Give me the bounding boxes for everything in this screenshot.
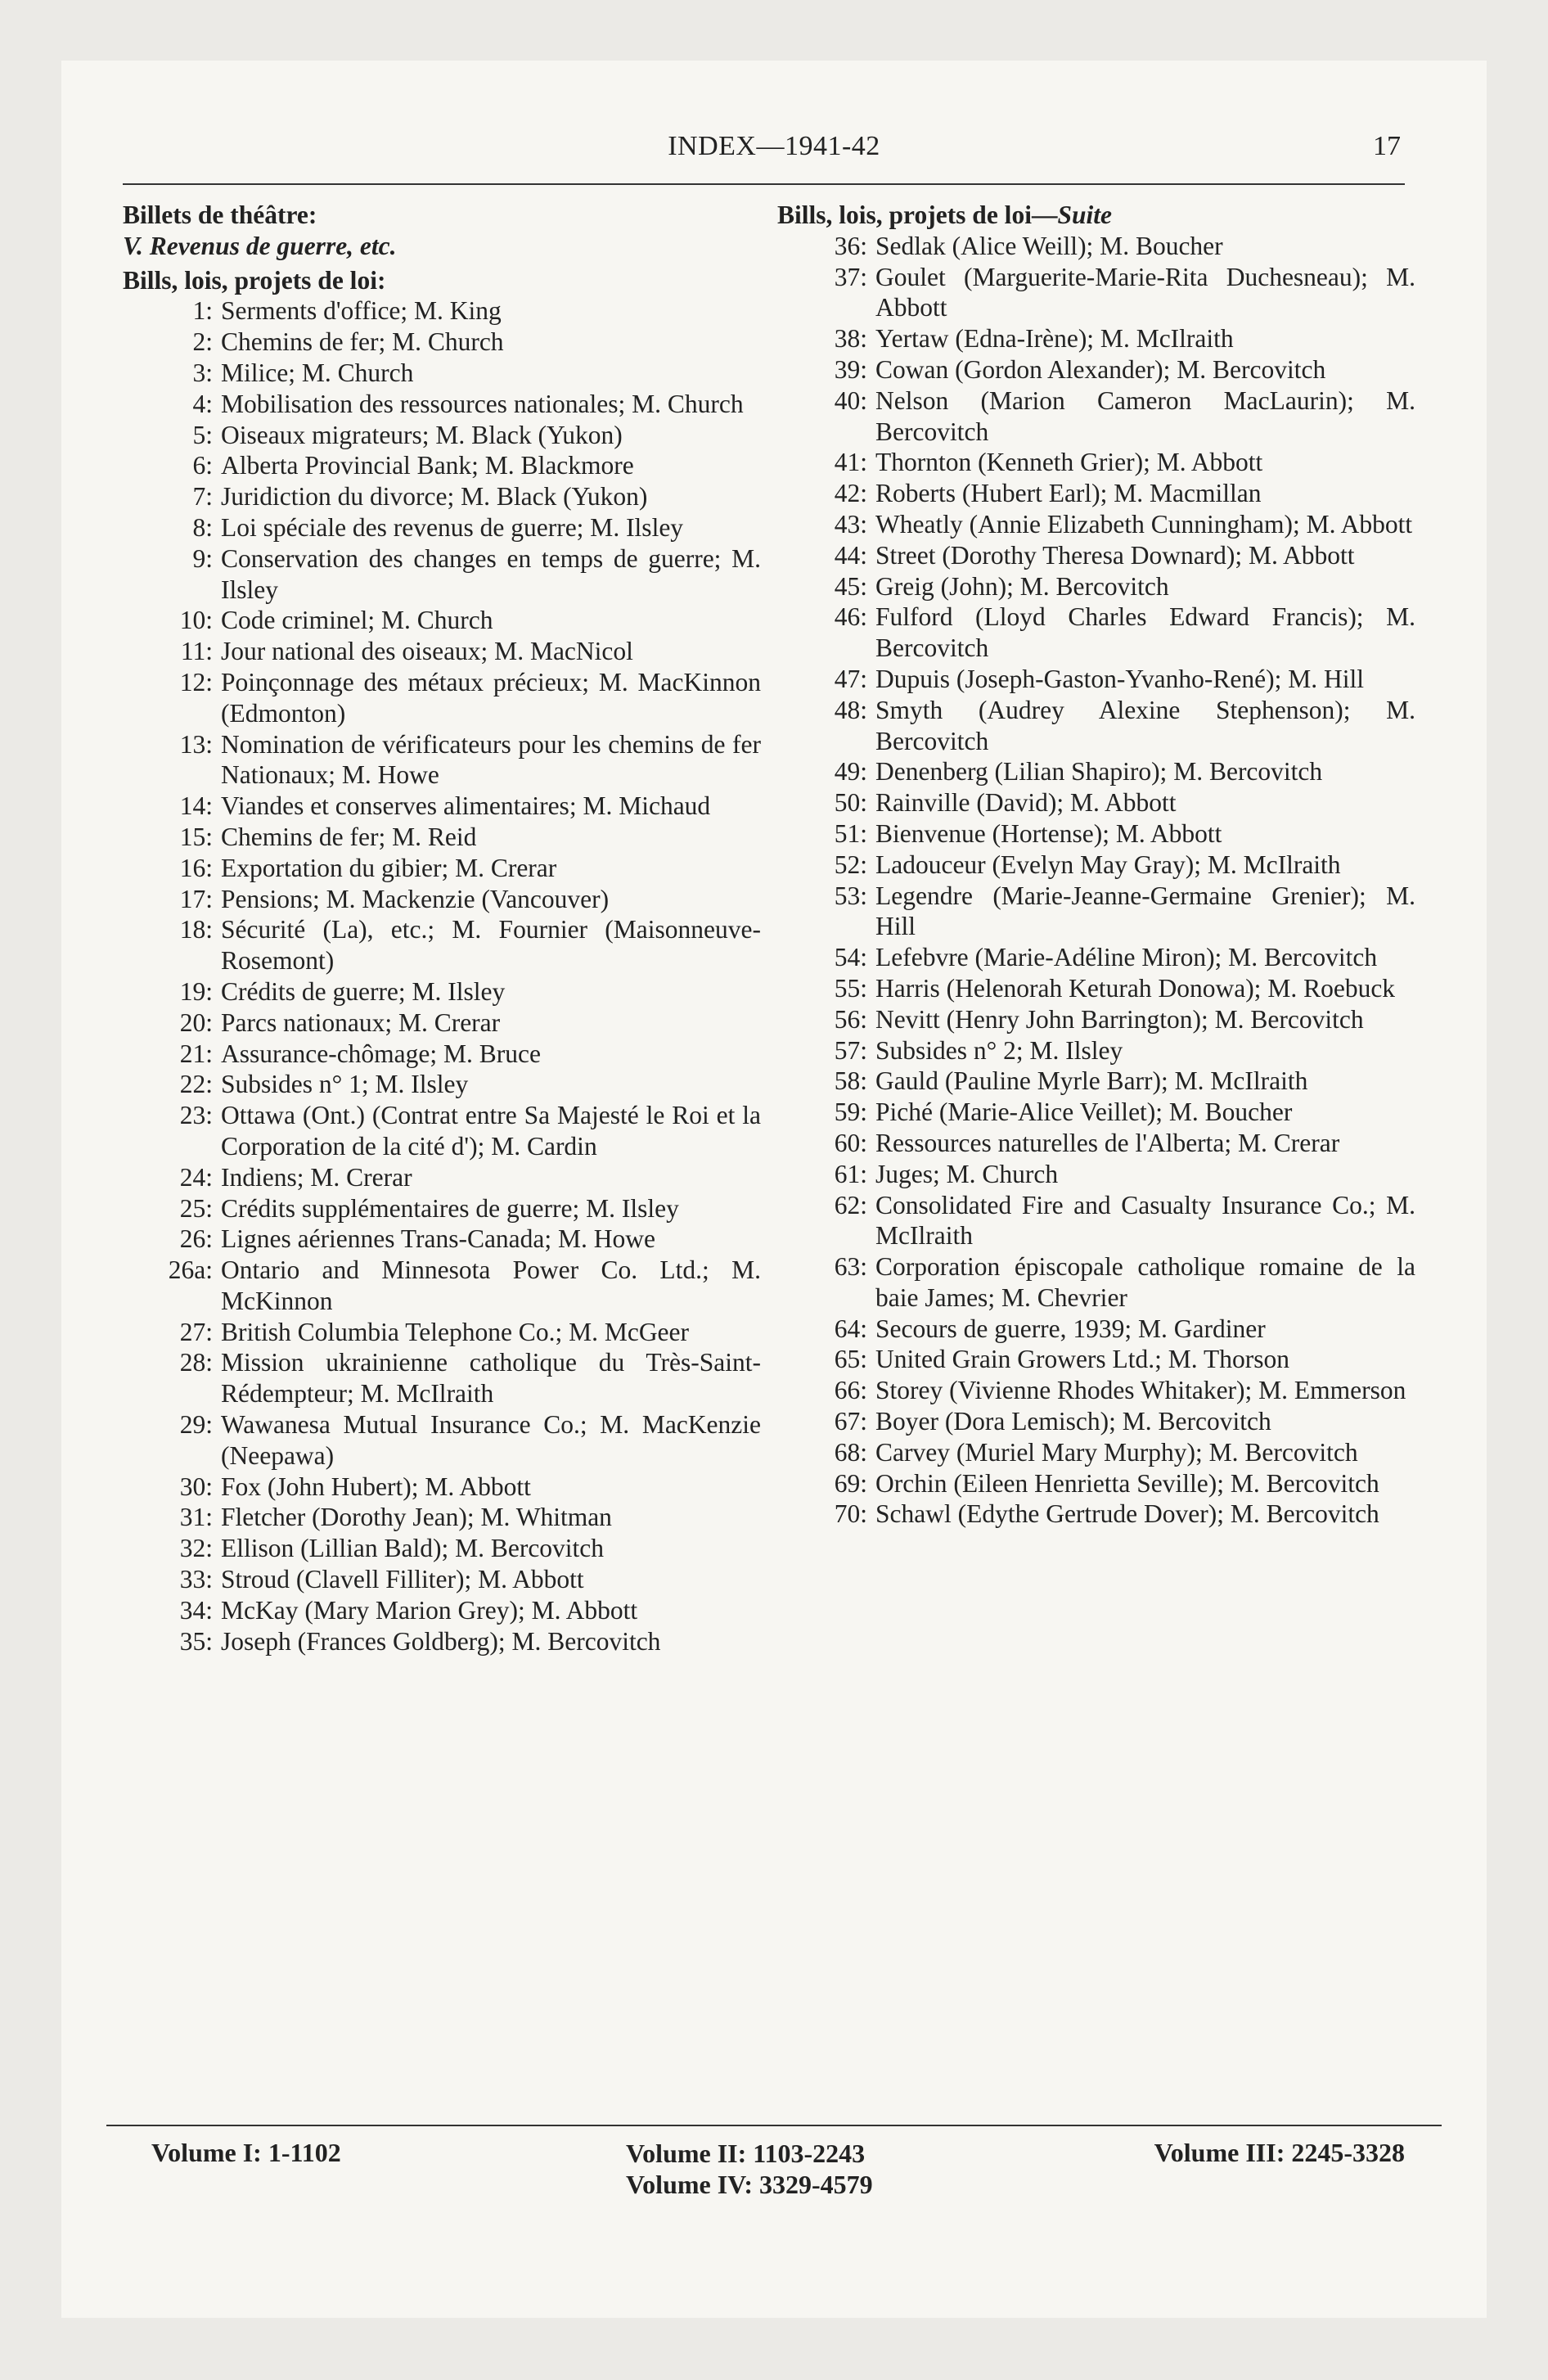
index-entry <box>777 664 1415 695</box>
entry-text: Alberta Provincial Bank; M. Blackmore <box>221 451 634 480</box>
index-entry <box>777 447 1415 478</box>
entry-text: Lignes aériennes Trans-Canada; M. Howe <box>221 1224 656 1254</box>
entry-text: Sedlak (Alice Weill); M. Boucher <box>875 231 1223 260</box>
entry-number: 32: <box>179 1534 213 1563</box>
right-entry-list <box>777 231 1415 1530</box>
entry-number: 58: <box>834 1066 867 1096</box>
index-entry <box>123 420 761 451</box>
entry-text: British Columbia Telephone Co.; M. McGeer <box>221 1317 690 1346</box>
entry-number: 30: <box>179 1472 213 1501</box>
index-entry <box>123 1162 761 1193</box>
entry-text: Joseph (Frances Goldberg); M. Bercovitch <box>221 1626 661 1656</box>
entry-text: Jour national des oiseaux; M. MacNicol <box>221 637 633 666</box>
entry-number: 68: <box>834 1437 867 1467</box>
entry-number: 36: <box>834 231 867 260</box>
page-title: INDEX—1941-42 <box>668 131 880 161</box>
entry-number: 26: <box>179 1224 213 1254</box>
entry-number: 46: <box>834 602 867 632</box>
entry-number: 20: <box>179 1007 213 1037</box>
entry-number: 62: <box>834 1190 867 1219</box>
entry-text: Legendre (Marie-Jeanne-Germaine Grenier); M. Hill <box>875 881 1415 941</box>
index-entry <box>123 1193 761 1224</box>
entry-text: Goulet (Marguerite-Marie-Rita Duchesneau); M. Abbott <box>875 262 1415 322</box>
entry-text: Pensions; M. Mackenzie (Vancouver) <box>221 884 610 913</box>
entry-text: Sécurité (La), etc.; M. Fournier (Maisonneuve-Rosemont) <box>221 915 761 976</box>
index-entry <box>777 540 1415 571</box>
entry-text: Greig (John); M. Bercovitch <box>875 571 1169 601</box>
index-entry <box>777 818 1415 850</box>
entry-text: Stroud (Clavell Filliter); M. Abbott <box>221 1565 584 1594</box>
entry-text: Denenberg (Lilian Shapiro); M. Bercovitch <box>875 757 1323 787</box>
entry-number: 2: <box>192 327 213 357</box>
index-entry <box>123 1626 761 1657</box>
entry-number: 21: <box>179 1039 213 1068</box>
entry-number: 38: <box>834 324 867 354</box>
entry-text: Thornton (Kenneth Grier); M. Abbott <box>875 448 1263 477</box>
volume-3: Volume III: 2245-3328 <box>1154 2138 1405 2167</box>
entry-number: 70: <box>834 1499 867 1529</box>
entry-number: 67: <box>834 1407 867 1436</box>
index-entry <box>777 1375 1415 1406</box>
entry-number: 12: <box>179 667 213 696</box>
entry-number: 4: <box>192 389 213 418</box>
index-entry <box>123 636 761 667</box>
entry-text: Crédits de guerre; M. Ilsley <box>221 976 506 1006</box>
entry-text: Yertaw (Edna-Irène); M. McIlraith <box>875 324 1234 354</box>
entry-text: Viandes et conserves alimentaires; M. Michaud <box>221 791 711 821</box>
entry-text: Corporation épiscopale catholique romaine de la baie James; M. Chevrier <box>875 1252 1415 1312</box>
index-entry <box>123 1347 761 1409</box>
index-entry <box>777 478 1415 509</box>
entry-number: 53: <box>834 881 867 910</box>
entry-number: 19: <box>179 976 213 1006</box>
section-title-bills: Bills, lois, projets de loi: <box>123 265 386 295</box>
entry-number: 15: <box>179 822 213 851</box>
entry-text: Chemins de fer; M. Reid <box>221 822 477 851</box>
index-entry <box>123 1069 761 1100</box>
entry-text: Ladouceur (Evelyn May Gray); M. McIlraith <box>875 850 1341 879</box>
entry-text: Parcs nationaux; M. Crerar <box>221 1007 501 1037</box>
entry-text: Consolidated Fire and Casualty Insurance Co.; M. McIlraith <box>875 1190 1415 1251</box>
entry-number: 22: <box>179 1070 213 1099</box>
entry-number: 24: <box>179 1162 213 1192</box>
entry-number: 50: <box>834 788 867 818</box>
index-entry <box>123 976 761 1007</box>
index-entry <box>123 1409 761 1472</box>
volume-footer <box>61 2138 1487 2220</box>
index-entry <box>123 822 761 853</box>
entry-text: Orchin (Eileen Henrietta Seville); M. Bercovitch <box>875 1468 1379 1498</box>
index-entry <box>777 787 1415 818</box>
entry-number: 61: <box>834 1159 867 1188</box>
entry-text: McKay (Mary Marion Grey); M. Abbott <box>221 1595 638 1625</box>
entry-text: Street (Dorothy Theresa Downard); M. Abbott <box>875 540 1355 570</box>
entry-number: 13: <box>179 729 213 759</box>
entry-number: 45: <box>834 571 867 601</box>
entry-number: 66: <box>834 1376 867 1405</box>
entry-text: Gauld (Pauline Myrle Barr); M. McIlraith <box>875 1066 1308 1096</box>
entry-text: Mission ukrainienne catholique du Très-Saint-Rédempteur; M. McIlraith <box>221 1348 761 1409</box>
entry-text: Fulford (Lloyd Charles Edward Francis); M. Bercovitch <box>875 602 1415 663</box>
index-entry <box>777 262 1415 324</box>
index-entry <box>123 481 761 512</box>
index-entry <box>777 1035 1415 1066</box>
entry-number: 6: <box>192 451 213 480</box>
index-entry <box>777 1406 1415 1437</box>
index-entry <box>123 1533 761 1564</box>
index-entry <box>777 881 1415 943</box>
entry-text: Oiseaux migrateurs; M. Black (Yukon) <box>221 420 623 449</box>
entry-text: Storey (Vivienne Rhodes Whitaker); M. Emmerson <box>875 1376 1406 1405</box>
index-entry <box>123 358 761 389</box>
index-entry <box>777 756 1415 787</box>
entry-number: 9: <box>192 543 213 573</box>
entry-text: Juges; M. Church <box>875 1159 1059 1188</box>
entry-number: 37: <box>834 262 867 291</box>
entry-number: 56: <box>834 1004 867 1034</box>
entry-number: 14: <box>179 791 213 821</box>
index-entry <box>777 385 1415 448</box>
entry-text: Ottawa (Ont.) (Contrat entre Sa Majesté le Roi et la Corporation de la cité d'); M. Cardin <box>221 1101 761 1161</box>
entry-text: Boyer (Dora Lemisch); M. Bercovitch <box>875 1407 1271 1436</box>
entry-text: Lefebvre (Marie-Adéline Miron); M. Bercovitch <box>875 943 1378 972</box>
entry-number: 5: <box>192 420 213 449</box>
index-entry <box>123 884 761 915</box>
entry-text: Subsides n° 1; M. Ilsley <box>221 1070 469 1099</box>
index-entry <box>123 667 761 729</box>
index-page <box>61 61 1487 2318</box>
entry-text: Nevitt (Henry John Barrington); M. Bercovitch <box>875 1004 1364 1034</box>
entry-number: 49: <box>834 757 867 787</box>
entry-number: 51: <box>834 818 867 848</box>
entry-text: Ressources naturelles de l'Alberta; M. Crerar <box>875 1128 1340 1157</box>
entry-number: 43: <box>834 509 867 539</box>
section-title-bills-suite <box>777 200 1415 231</box>
page-number: 17 <box>1373 131 1401 161</box>
entry-number: 25: <box>179 1193 213 1223</box>
entry-text: Piché (Marie-Alice Veillet); M. Boucher <box>875 1098 1293 1127</box>
left-entry-list <box>123 295 761 1657</box>
index-entry <box>777 354 1415 385</box>
entry-number: 7: <box>192 482 213 512</box>
index-entry <box>123 1502 761 1533</box>
entry-text: Rainville (David); M. Abbott <box>875 788 1177 818</box>
index-entry <box>777 695 1415 757</box>
index-entry <box>123 1564 761 1595</box>
index-entry <box>777 1344 1415 1375</box>
index-entry <box>777 1499 1415 1530</box>
index-entry <box>777 1251 1415 1314</box>
entry-text: Nelson (Marion Cameron MacLaurin); M. Bercovitch <box>875 385 1415 446</box>
entry-number: 69: <box>834 1468 867 1498</box>
index-entry <box>777 231 1415 262</box>
entry-text: Bienvenue (Hortense); M. Abbott <box>875 818 1222 848</box>
entry-text: Carvey (Muriel Mary Murphy); M. Bercovitch <box>875 1437 1358 1467</box>
entry-number: 60: <box>834 1128 867 1157</box>
entry-number: 16: <box>179 853 213 882</box>
entry-number: 55: <box>834 973 867 1003</box>
entry-number: 23: <box>179 1101 213 1130</box>
section-title-billets: Billets de théâtre: <box>123 201 317 229</box>
entry-number: 11: <box>180 637 213 666</box>
entry-text: Wheatly (Annie Elizabeth Cunningham); M. Abbott <box>875 509 1413 539</box>
index-entry <box>123 512 761 543</box>
entry-number: 18: <box>179 915 213 944</box>
index-entry <box>123 1039 761 1070</box>
entry-number: 57: <box>834 1035 867 1065</box>
entry-number: 3: <box>192 358 213 387</box>
right-column <box>777 200 1415 1530</box>
volume-4: Volume IV: 3329-4579 <box>626 2170 873 2199</box>
entry-number: 28: <box>179 1348 213 1377</box>
entry-text: Ellison (Lillian Bald); M. Bercovitch <box>221 1534 605 1563</box>
index-entry <box>123 1595 761 1626</box>
index-entry <box>777 973 1415 1004</box>
index-entry <box>123 327 761 358</box>
index-entry <box>777 1314 1415 1345</box>
entry-number: 27: <box>179 1317 213 1346</box>
index-entry <box>777 1437 1415 1468</box>
entry-text: Serments d'office; M. King <box>221 296 502 326</box>
entry-number: 65: <box>834 1345 867 1374</box>
entry-number: 35: <box>179 1626 213 1656</box>
entry-text: Nomination de vérificateurs pour les chemins de fer Nationaux; M. Howe <box>221 729 761 790</box>
volume-2-4 <box>626 2138 873 2200</box>
entry-text: Mobilisation des ressources nationales; M. Church <box>221 389 744 418</box>
index-entry <box>123 605 761 636</box>
section-title-suffix: Suite <box>1057 201 1112 229</box>
entry-text: Code criminel; M. Church <box>221 606 493 635</box>
index-entry <box>123 1317 761 1348</box>
entry-text: Crédits supplémentaires de guerre; M. Ilsley <box>221 1193 679 1223</box>
index-entry <box>777 571 1415 602</box>
entry-number: 42: <box>834 479 867 508</box>
entry-text: Fox (John Hubert); M. Abbott <box>221 1472 531 1501</box>
entry-number: 64: <box>834 1314 867 1343</box>
index-entry <box>123 1255 761 1317</box>
index-entry <box>123 389 761 420</box>
entry-number: 44: <box>834 540 867 570</box>
entry-text: Milice; M. Church <box>221 358 414 387</box>
entry-number: 39: <box>834 354 867 384</box>
entry-text: Dupuis (Joseph-Gaston-Yvanho-René); M. Hill <box>875 664 1365 693</box>
entry-text: Exportation du gibier; M. Crerar <box>221 853 557 882</box>
entry-number: 41: <box>834 448 867 477</box>
index-entry <box>123 295 761 327</box>
entry-number: 8: <box>192 512 213 542</box>
footer-rule <box>106 2125 1442 2126</box>
index-entry <box>123 1007 761 1039</box>
entry-number: 10: <box>179 606 213 635</box>
index-entry <box>777 1097 1415 1128</box>
index-entry <box>777 1159 1415 1190</box>
index-entry <box>123 1224 761 1255</box>
index-entry <box>123 1472 761 1503</box>
index-entry <box>777 850 1415 881</box>
entry-text: Schawl (Edythe Gertrude Dover); M. Bercovitch <box>875 1499 1379 1529</box>
entry-text: Subsides n° 2; M. Ilsley <box>875 1035 1123 1065</box>
entry-number: 48: <box>834 695 867 724</box>
index-entry <box>777 602 1415 664</box>
index-entry <box>123 729 761 791</box>
entry-number: 59: <box>834 1098 867 1127</box>
entry-text: Poinçonnage des métaux précieux; M. MacKinnon (Edmonton) <box>221 667 761 728</box>
entry-text: Loi spéciale des revenus de guerre; M. Ilsley <box>221 512 684 542</box>
entry-text: Indiens; M. Crerar <box>221 1162 412 1192</box>
index-entry <box>777 1468 1415 1499</box>
entry-text: Assurance-chômage; M. Bruce <box>221 1039 541 1068</box>
entry-text: Cowan (Gordon Alexander); M. Bercovitch <box>875 354 1326 384</box>
entry-text: Roberts (Hubert Earl); M. Macmillan <box>875 479 1262 508</box>
index-entry <box>123 791 761 822</box>
index-entry <box>777 1004 1415 1035</box>
entry-number: 26a: <box>168 1255 213 1285</box>
entry-number: 1: <box>192 296 213 326</box>
header-rule <box>123 183 1405 185</box>
entry-number: 34: <box>179 1595 213 1625</box>
entry-number: 63: <box>834 1252 867 1282</box>
index-entry <box>123 543 761 606</box>
index-entry <box>123 914 761 976</box>
volume-2: Volume II: 1103-2243 <box>626 2139 866 2168</box>
entry-number: 40: <box>834 385 867 415</box>
entry-number: 54: <box>834 943 867 972</box>
index-entry <box>123 1100 761 1162</box>
index-entry <box>777 1128 1415 1159</box>
entry-number: 31: <box>179 1503 213 1532</box>
entry-number: 47: <box>834 664 867 693</box>
section-title-text: Bills, lois, projets de loi— <box>777 201 1058 229</box>
entry-number: 29: <box>179 1410 213 1440</box>
entry-text: Conservation des changes en temps de guerre; M. Ilsley <box>221 543 761 604</box>
index-entry <box>777 1066 1415 1097</box>
index-entry <box>777 509 1415 540</box>
entry-text: Secours de guerre, 1939; M. Gardiner <box>875 1314 1266 1343</box>
entry-number: 33: <box>179 1565 213 1594</box>
index-entry <box>777 323 1415 354</box>
entry-text: Smyth (Audrey Alexine Stephenson); M. Bercovitch <box>875 695 1415 755</box>
entry-number: 52: <box>834 850 867 879</box>
page-header <box>61 131 1487 172</box>
index-entry <box>123 853 761 884</box>
entry-text: Fletcher (Dorothy Jean); M. Whitman <box>221 1503 612 1532</box>
entry-text: Harris (Helenorah Keturah Donowa); M. Roebuck <box>875 973 1396 1003</box>
entry-text: Wawanesa Mutual Insurance Co.; M. MacKenzie (Neepawa) <box>221 1410 761 1470</box>
index-entry <box>123 450 761 481</box>
entry-text: Ontario and Minnesota Power Co. Ltd.; M. McKinnon <box>221 1255 761 1315</box>
volume-1: Volume I: 1-1102 <box>151 2138 341 2167</box>
entry-text: Juridiction du divorce; M. Black (Yukon) <box>221 482 648 512</box>
index-entry <box>777 1190 1415 1252</box>
entry-text: Chemins de fer; M. Church <box>221 327 504 357</box>
entry-number: 17: <box>179 884 213 913</box>
section-subtitle-billets: V. Revenus de guerre, etc. <box>123 231 397 260</box>
entry-text: United Grain Growers Ltd.; M. Thorson <box>875 1345 1289 1374</box>
left-column <box>123 200 761 1657</box>
index-entry <box>777 942 1415 973</box>
